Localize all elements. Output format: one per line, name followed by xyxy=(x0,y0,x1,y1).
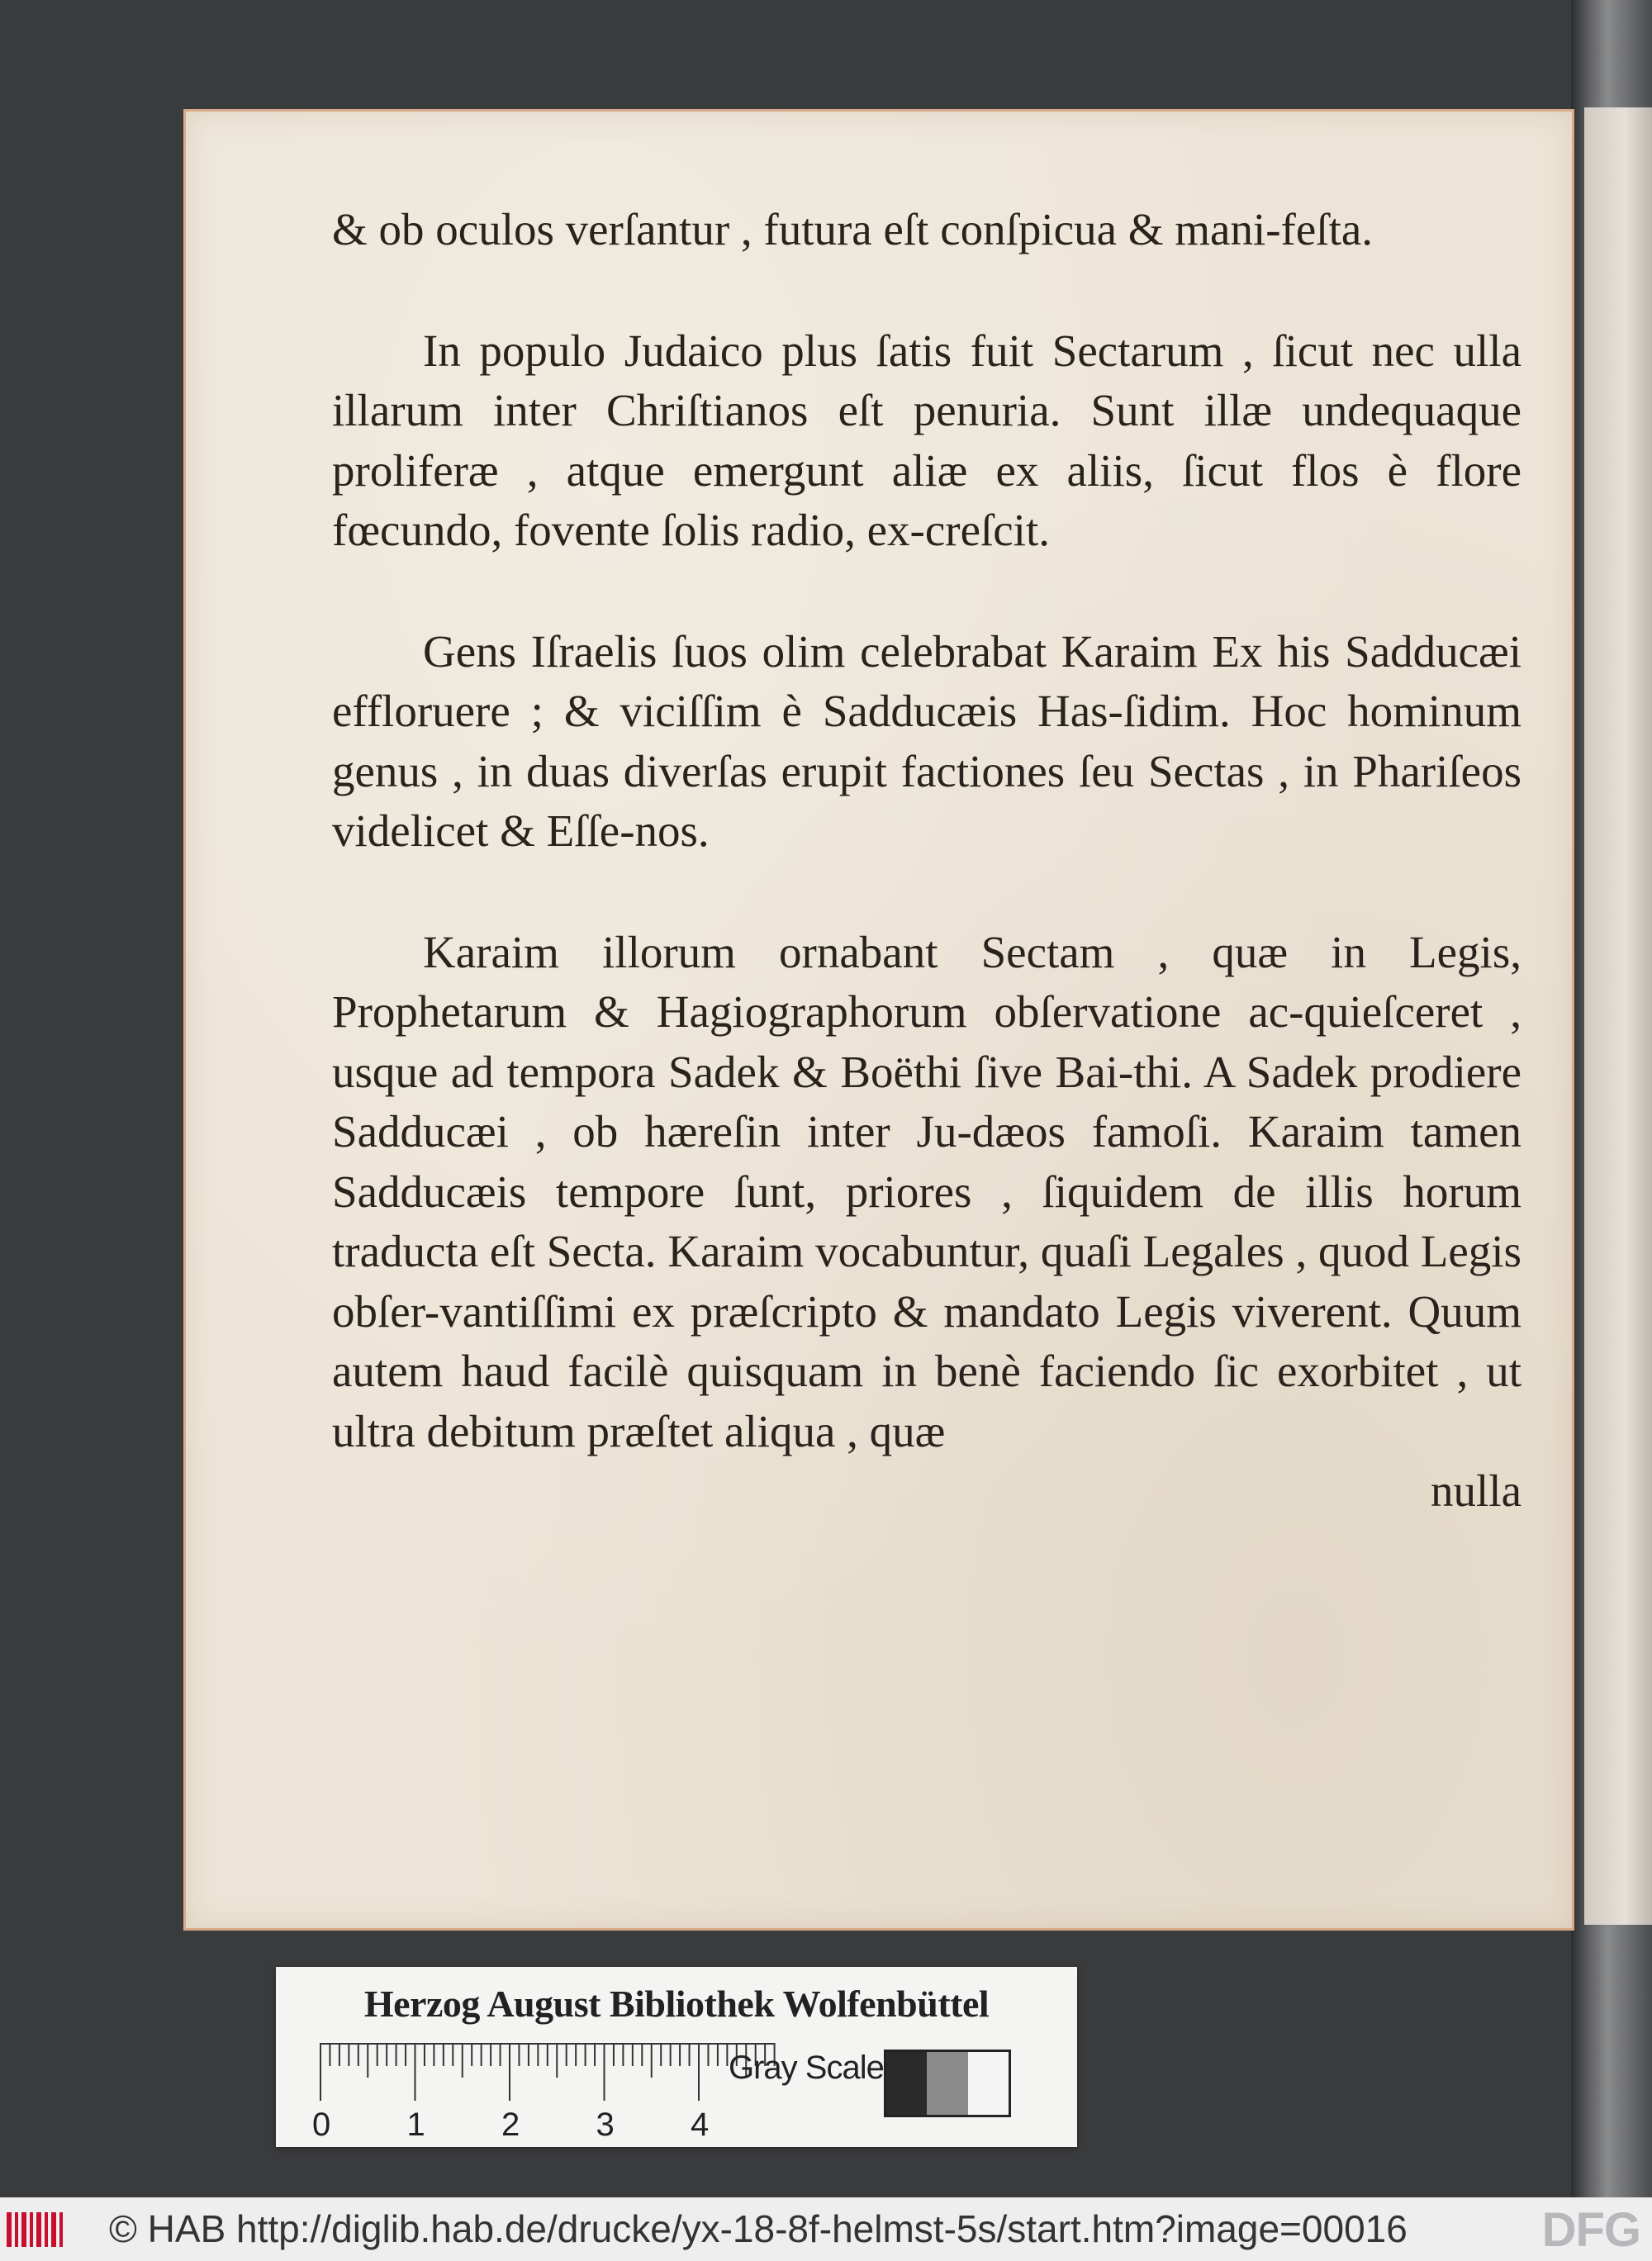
adjacent-page xyxy=(1584,107,1652,1925)
ruler-number: 3 xyxy=(596,2107,615,2143)
ruler-number: 1 xyxy=(406,2107,425,2143)
ruler-number: 0 xyxy=(312,2107,331,2143)
gray-swatch-light xyxy=(968,2052,1009,2115)
library-name: Herzog August Bibliothek Wolfenbüttel xyxy=(363,1983,990,2025)
gray-scale-swatches xyxy=(884,2050,1011,2117)
library-color-card xyxy=(276,1967,1077,2147)
ruler-number: 4 xyxy=(691,2107,710,2143)
footer-bar xyxy=(0,2197,1652,2261)
dfg-logo: DFG xyxy=(1541,2203,1640,2257)
ruler-number: 2 xyxy=(501,2107,520,2143)
book-page xyxy=(183,109,1574,1931)
page-text xyxy=(332,200,1521,1522)
paragraph-2: In populo Judaico plus ſatis fuit Sectarum , ſicut nec ulla illarum inter Chriſtianos eſt penuria. Sunt illæ undequaque proliferæ , atque emergunt aliæ ex aliis, ſicut flos è flore fœcundo, fovente ſolis radio, ex-creſcit. xyxy=(332,325,1521,555)
paragraph-4: Karaim illorum ornabant Sectam , quæ in Legis, Prophetarum & Hagiographorum obſervatione ac-quieſceret , usque ad tempora Sadek & Boëthi ſive Bai-thi. A Sadek prodiere Sadducæi , ob hæreſin inter Ju-dæos famoſi. Karaim tamen Sadducæis tempore ſunt, priores , ſiquidem de illis horum traducta eſt Secta. Karaim vocabuntur, quaſi Legales , quod Legis obſer-vantiſſimi ex præſcripto & mandato Legis viverent. Quum autem haud facilè quisquam in benè faciendo ſic exorbitet , ut ultra debitum præſtet aliqua , quæ xyxy=(332,926,1521,1456)
paragraph-1: & ob oculos verſantur , futura eſt conſpicua & mani-feſta. xyxy=(332,204,1374,254)
copyright-url: © HAB http://diglib.hab.de/drucke/yx-18-8f-helmst-5s/start.htm?image=00016 xyxy=(109,2207,1408,2250)
hab-logo-icon xyxy=(5,2209,71,2250)
gray-swatch-dark xyxy=(886,2052,927,2115)
paragraph-3: Gens Iſraelis ſuos olim celebrabat Karaim Ex his Sadducæi effloruere ; & viciſſim è Sadducæis Has-ſidim. Hoc hominum genus , in duas diverſas erupit factiones ſeu Sectas , in Phariſeos videlicet & Eſſe-nos. xyxy=(332,625,1521,856)
gray-scale-label: Gray Scale xyxy=(729,2050,884,2086)
gray-swatch-mid xyxy=(927,2052,967,2115)
catchword: nulla xyxy=(1431,1465,1521,1516)
